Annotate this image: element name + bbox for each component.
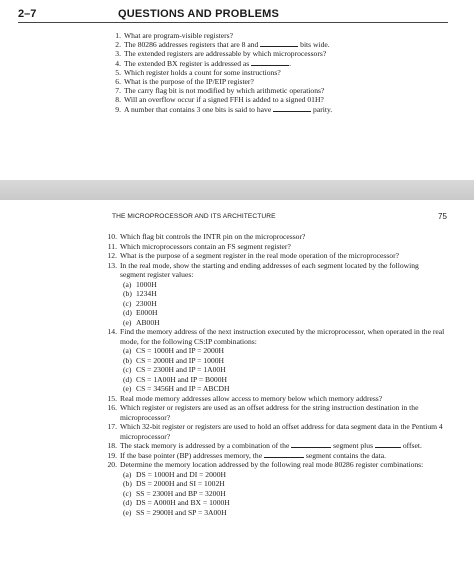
section-number: 2–7 <box>18 8 37 20</box>
question-1: 1. What are program-visible registers? <box>115 31 234 40</box>
answer-blank <box>251 60 289 66</box>
question-6: 6. What is the purpose of the IP/EIP register? <box>115 77 254 87</box>
question-9: 9. A number that contains 3 one bits is said to have parity. <box>115 104 333 114</box>
page-number: 75 <box>438 212 447 221</box>
sub-item: (c) 2300H <box>123 298 157 308</box>
sub-item: (b) DS = 2000H and SI = 1002H <box>123 479 225 488</box>
question-11: 11. Which microprocessors contain an FS segment register? <box>107 241 291 251</box>
answer-blank <box>260 41 298 47</box>
question-19: 19. If the base pointer (BP) addresses memory, the segment contains the data. <box>107 450 387 460</box>
question-15: 15. Real mode memory addresses allow access to memory below which memory address? <box>107 393 383 403</box>
sub-item: (e) AB00H <box>123 317 160 327</box>
question-14: 14. Find the memory address of the next instruction executed by the microprocessor, when operated in the real mode, for the following CS:IP combinations: <box>107 327 445 346</box>
question-4: 4. The extended BX register is addressed as . <box>115 58 292 68</box>
question-list-1 <box>112 31 442 114</box>
question-13: 13. In the real mode, show the starting and ending addresses of each segment located by the following segment register values: <box>107 260 419 279</box>
sub-item: (d) CS = 1A00H and IP = B000H <box>123 374 227 384</box>
sub-item: (b) 1234H <box>123 289 157 298</box>
page-bottom <box>0 200 474 567</box>
question-list-2 <box>106 232 446 517</box>
page-top <box>0 0 474 180</box>
answer-blank <box>375 442 401 448</box>
question-7: 7. The carry flag bit is not modified by which arithmetic operations? <box>115 86 325 96</box>
sub-item: (b) CS = 2000H and IP = 1000H <box>123 355 225 365</box>
question-8: 8. Will an overflow occur if a signed FFH is added to a signed 01H? <box>115 95 324 105</box>
question-12: 12. What is the purpose of a segment register in the real mode operation of the microprocessor? <box>107 251 399 260</box>
question-5: 5. Which register holds a count for some instructions? <box>115 67 281 77</box>
question-18: 18. The stack memory is addressed by a combination of the segment plus offset. <box>107 441 422 450</box>
sub-item: (c) CS = 2300H and IP = 1A00H <box>123 365 226 374</box>
question-20: 20. Determine the memory location addressed by the following real mode 80286 register combinations: <box>107 460 424 469</box>
question-10: 10. Which flag bit controls the INTR pin on the microprocessor? <box>107 232 306 241</box>
sub-item: (a) DS = 1000H and DI = 2000H <box>123 469 226 479</box>
question-17: 17. Which 32-bit register or registers are used to hold an offset address for data segment data in the Pentium 4 microprocessor? <box>107 422 443 441</box>
question-16: 16. Which register or registers are used as an offset address for the string instruction destination in the microprocessor? <box>107 403 419 422</box>
sub-item: (a) CS = 1000H and IP = 2000H <box>123 346 225 355</box>
section-title: QUESTIONS AND PROBLEMS <box>118 8 280 20</box>
sub-item: (e) CS = 3456H and IP = ABCDH <box>123 384 230 393</box>
question-2: 2. The 80286 addresses registers that are 8 and bits wide. <box>115 40 330 50</box>
running-head: THE MICROPROCESSOR AND ITS ARCHITECTURE <box>112 213 276 220</box>
sub-item: (a) 1000H <box>123 279 157 289</box>
sub-item: (e) SS = 2900H and SP = 3A00H <box>123 507 227 517</box>
sub-item: (d) E000H <box>123 308 158 317</box>
header-rule <box>18 22 448 23</box>
answer-blank <box>291 442 331 448</box>
sub-item: (d) DS = A000H and BX = 1000H <box>123 498 230 507</box>
answer-blank <box>273 106 311 112</box>
sub-item: (c) SS = 2300H and BP = 3200H <box>123 488 226 498</box>
answer-blank <box>264 452 304 458</box>
page-gap <box>0 180 474 200</box>
question-3: 3. The extended registers are addressable by which microprocessors? <box>115 49 327 59</box>
